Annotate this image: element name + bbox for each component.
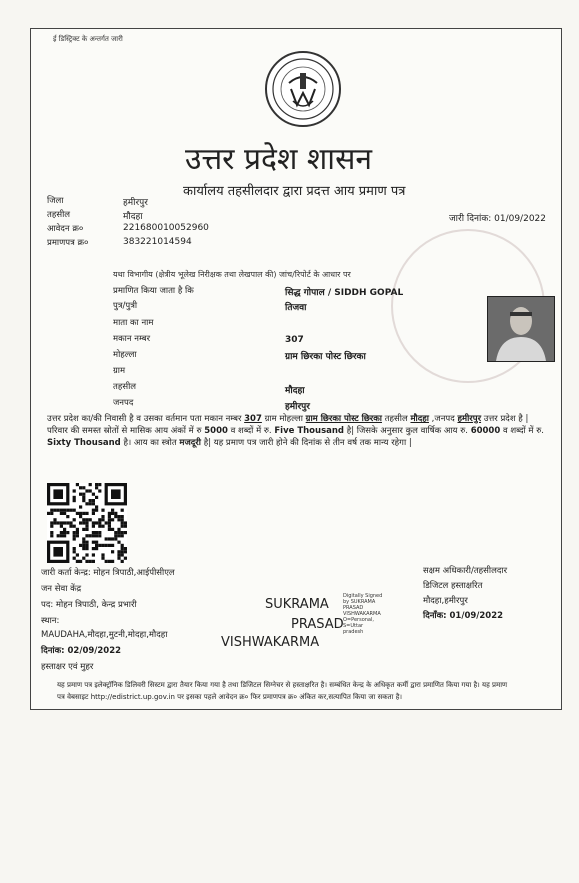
para-district: हमीरपुर [457,414,482,424]
footer-line2: पत्र वेबसाइट http://edistrict.up.gov.in पर इसका पहले आवेदन क्र० फिर प्रमाणपत्र क्र० अंकित कर,सत्यापित किया जा सकता है। [57,693,403,701]
issuer-jan-seva: जन सेवा केंद्र [41,584,82,594]
signer-name-line1: SUKRAMA [265,597,329,612]
para-text: ,जनपद [428,414,458,424]
para-annual-words: Sixty Thousand [47,438,121,448]
page-subtitle: कार्यालय तहसीलदार द्वारा प्रदत्त आय प्रमाण पत्र [183,184,406,199]
applicant-name: सिद्ध गोपाल / SIDDH GOPAL [285,288,404,298]
house-label: मकान नम्बर [113,334,151,344]
para-house: 307 [244,414,262,424]
authority-title: सक्षम अधिकारी/तहसीलदार [423,566,508,576]
para-text: व शब्दों में रु. [227,426,275,436]
signer-name-line3: VISHWAKARMA [221,635,320,650]
certificate-paragraph [47,413,547,449]
certificate-value: 383221014594 [123,237,192,247]
application-label: आवेदन क्र० [47,224,84,234]
certify-label: प्रमाणित किया जाता है कि [113,286,194,296]
up-state-emblem-icon [265,51,341,127]
authority-date: दिनाँक: 01/09/2022 [423,611,504,621]
top-note: ई डिस्ट्रिक्ट के अन्तर्गत जारी [53,35,123,43]
signature-details [343,593,382,635]
tehsil-value: मौदहा [123,212,143,222]
para-text: व शब्दों में रु. [500,426,544,436]
sig-note: pradesh [343,629,364,635]
para-monthly-words: Five Thousand [274,426,344,436]
sig-note: Digitally Signed [343,593,383,599]
authority-place: मौदहा,हमीरपुर [423,596,468,606]
father-value: तिजवा [285,303,307,313]
authority-digital: डिजिटल हस्ताक्षरित [423,581,483,591]
district-row-label: जनपद [113,398,134,408]
issuer-place-label: स्थान: [41,616,60,626]
para-monthly-income: 5000 [204,426,228,436]
applicant-photo [487,296,555,362]
footer-line1: यह प्रमाण पत्र इलेक्ट्रॉनिक डिलिवरी सिस्टम द्वारा तैयार किया गया है तथा डिजिटल सिग्नेचर से हस्ताक्षरित है। सम्बंधित केन्द्र के अधिकृत कर्मी द्वारा प्रमाणित किया गया है। यह प्रमाण [57,681,508,689]
para-tehsil: मौदहा [410,414,429,424]
verification-note: यथा विभागीय (क्षेत्रीय भूलेख निरीक्षक तथा लेखपाल की) जांच/रिपोर्ट के आधार पर [113,270,351,279]
sig-note: by SUKRAMA [343,599,376,605]
sig-note: VISHWAKARMA [343,611,381,617]
issue-date: जारी दिनांक: 01/09/2022 [449,214,546,224]
village-label: ग्राम [113,366,126,376]
issuer-sign-label: हस्ताक्षर एवं मुहर [41,662,94,672]
para-income-source: मजदूरी [179,438,201,448]
mother-label: माता का नाम [113,318,154,328]
certificate-label: प्रमाणपत्र क्र० [47,238,89,248]
sig-note: S=Uttar [343,623,364,629]
para-text: तहसील [381,414,411,424]
signer-name-line2: PRASAD [291,617,344,632]
sig-note: O=Personal, [343,617,374,623]
para-annual-income: 60000 [470,426,501,436]
district-row-value: हमीरपुर [285,402,310,412]
father-label: पुत्र/पुत्री [113,301,138,311]
application-value: 221680010052960 [123,223,209,233]
locality-value: ग्राम छिरका पोस्ट छिरका [285,352,366,362]
issuer-place-value: MAUDAHA,मौदहा,मुटनी,मोदहा,मौदहा [41,630,168,640]
issuer-post: पद: मोहन त्रिपाठी, केन्द्र प्रभारी [41,600,137,610]
para-text: उत्तर प्रदेश का/की निवासी है व उसका वर्तमान पता मकान नम्बर [47,414,245,424]
district-label: जिला [47,196,64,206]
para-text: है| यह प्रमाण पत्र जारी होने की दिनांक से तीन वर्ष तक मान्य रहेगा | [201,438,412,448]
issuer-center: जारी कर्ता केन्द्र: मोहन त्रिपाठी,आईपीसीएल [41,568,175,578]
tehsil-row-label: तहसील [113,382,137,392]
locality-label: मोहल्ला [113,350,137,360]
para-text: उत्तर प्रदेश है | परिवार की समस्त स्रोतों से मासिक आय अंकों में रु [47,414,529,436]
sig-note: PRASAD [343,605,364,611]
issuer-date: दिनांक: 02/09/2022 [41,646,122,656]
tehsil-row-value: मौदहा [285,386,305,396]
para-text: ग्राम मोहल्ला [261,414,306,424]
para-text: है| जिसके अनुसार कुल वार्षिक आय रु. [344,426,471,436]
district-value: हमीरपुर [123,198,148,208]
para-locality: ग्राम छिरका पोस्ट छिरका [305,414,382,424]
house-value: 307 [285,335,304,345]
verification-qr-code [47,483,127,563]
page-title: उत्तर प्रदेश शासन [185,142,373,177]
para-text: है। आय का स्त्रोत [120,438,180,448]
tehsil-label: तहसील [47,210,71,220]
certificate-page [30,28,562,710]
